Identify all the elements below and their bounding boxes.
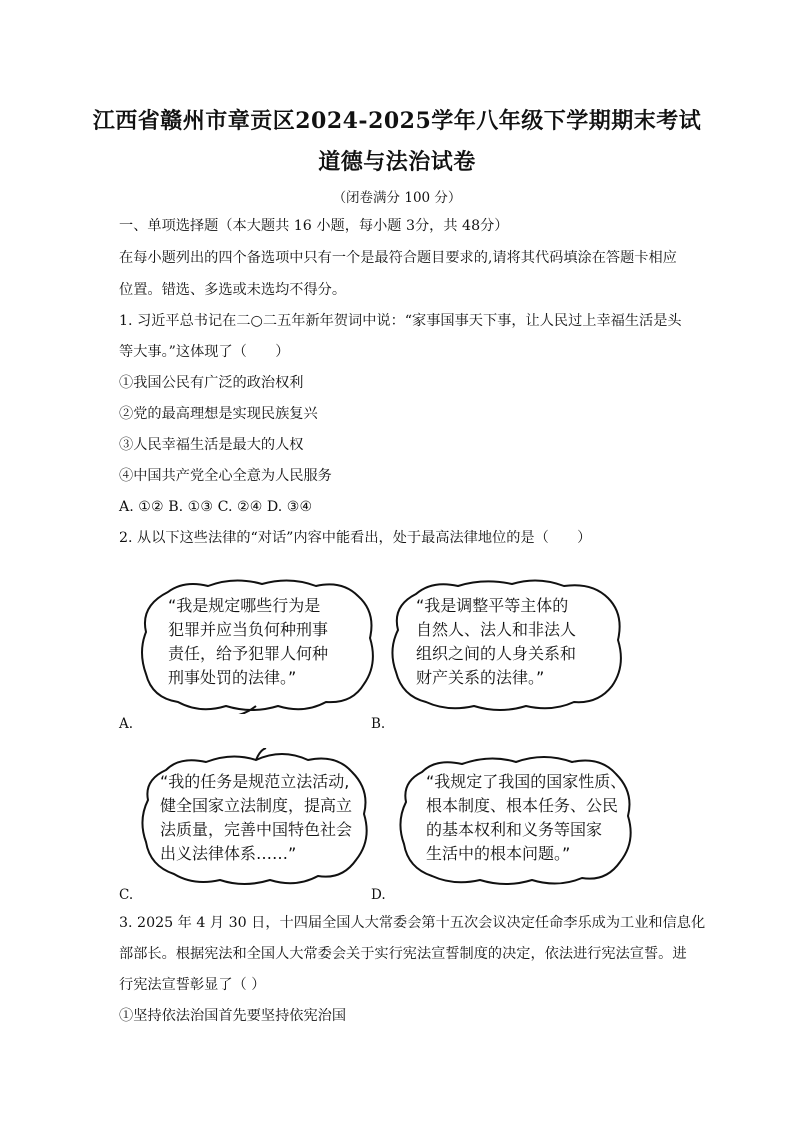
bubble-line: 根本制度、根本任务、公民 <box>426 796 619 815</box>
section-header: 一、单项选择题（本大题共 16 小题，每小题 3分，共 48分） <box>119 218 509 234</box>
option-c-label: C. <box>119 887 134 903</box>
bubble-line: 刑事处罚的法律。” <box>168 668 297 687</box>
bubble-line: “我规定了我国的国家性质、 <box>426 772 627 791</box>
option-b-label: B. <box>371 716 386 732</box>
bubble-line: 出义法律体系……” <box>160 844 297 863</box>
option-c-bubble <box>138 748 374 888</box>
option-a-label: A. <box>119 716 134 732</box>
bubble-line: “我的任务是规范立法活动, <box>160 772 350 791</box>
option-d-bubble <box>396 752 636 888</box>
bubble-line: 财产关系的法律。” <box>416 668 545 687</box>
instructions-line: 在每小题列出的四个备选项中只有一个是最符合题目要求的,请将其代码填涂在答题卡相应 <box>119 250 677 266</box>
option-d-label: D. <box>371 887 386 903</box>
instructions-line: 位置。错选、多选或未选均不得分。 <box>119 282 347 298</box>
question-1-stem: 1. 习近平总书记在二○二五年新年贺词中说：“家事国事天下事，让人民过上幸福生活是头 <box>119 313 682 329</box>
exam-title-line2: 道德与法治试卷 <box>318 149 476 175</box>
question-2-stem: 2. 从以下这些法律的“对话”内容中能看出，处于最高法律地位的是（ ） <box>119 530 592 546</box>
question-3-stem: 部部长。根据宪法和全国人大常委会关于实行宪法宣誓制度的决定，依法进行宪法宣誓。进 <box>119 946 687 962</box>
question-3-stem: 3. 2025 年 4 月 30 日，十四届全国人大常委会第十五次会议决定任命李乐成为工业和信息化 <box>119 915 706 931</box>
exam-subtitle: （闭卷满分 100 分） <box>332 190 462 206</box>
bubble-line: 责任，给予犯罪人何种 <box>168 644 329 663</box>
bubble-line: 的基本权利和义务等国家 <box>426 820 603 839</box>
question-1-options: A. ①② B. ①③ C. ②④ D. ③④ <box>119 499 313 515</box>
exam-title-line1: 江西省赣州市章贡区2024-2025学年八年级下学期期末考试 <box>92 108 702 134</box>
bubble-line: 犯罪并应当负何种刑事 <box>168 620 329 639</box>
question-1-statement: ④中国共产党全心全意为人民服务 <box>119 468 332 484</box>
option-c-text <box>160 770 352 866</box>
bubble-line: 生活中的根本问题。” <box>426 844 571 863</box>
option-b-bubble <box>388 576 626 714</box>
option-d-text <box>426 770 626 866</box>
bubble-line: “我是调整平等主体的 <box>416 596 569 615</box>
question-1-stem: 等大事。”这体现了（ ） <box>119 344 290 360</box>
question-1-statement: ②党的最高理想是实现民族复兴 <box>119 406 318 422</box>
question-1-statement: ③人民幸福生活是最大的人权 <box>119 437 304 453</box>
question-1-statement: ①我国公民有广泛的政治权利 <box>119 375 304 391</box>
option-a-bubble <box>138 576 378 714</box>
question-3-statement: ①坚持依法治国首先要坚持依宪治国 <box>119 1008 347 1024</box>
question-3-stem: 行宪法宣誓彰显了（ ） <box>119 977 266 993</box>
bubble-line: “我是规定哪些行为是 <box>168 596 321 615</box>
bubble-line: 组织之间的人身关系和 <box>416 644 577 663</box>
bubble-line: 自然人、法人和非法人 <box>416 620 577 639</box>
bubble-line: 健全国家立法制度，提高立 <box>160 796 353 815</box>
option-a-text <box>168 594 328 690</box>
option-b-text <box>416 594 576 690</box>
bubble-line: 法质量，完善中国特色社会 <box>160 820 353 839</box>
